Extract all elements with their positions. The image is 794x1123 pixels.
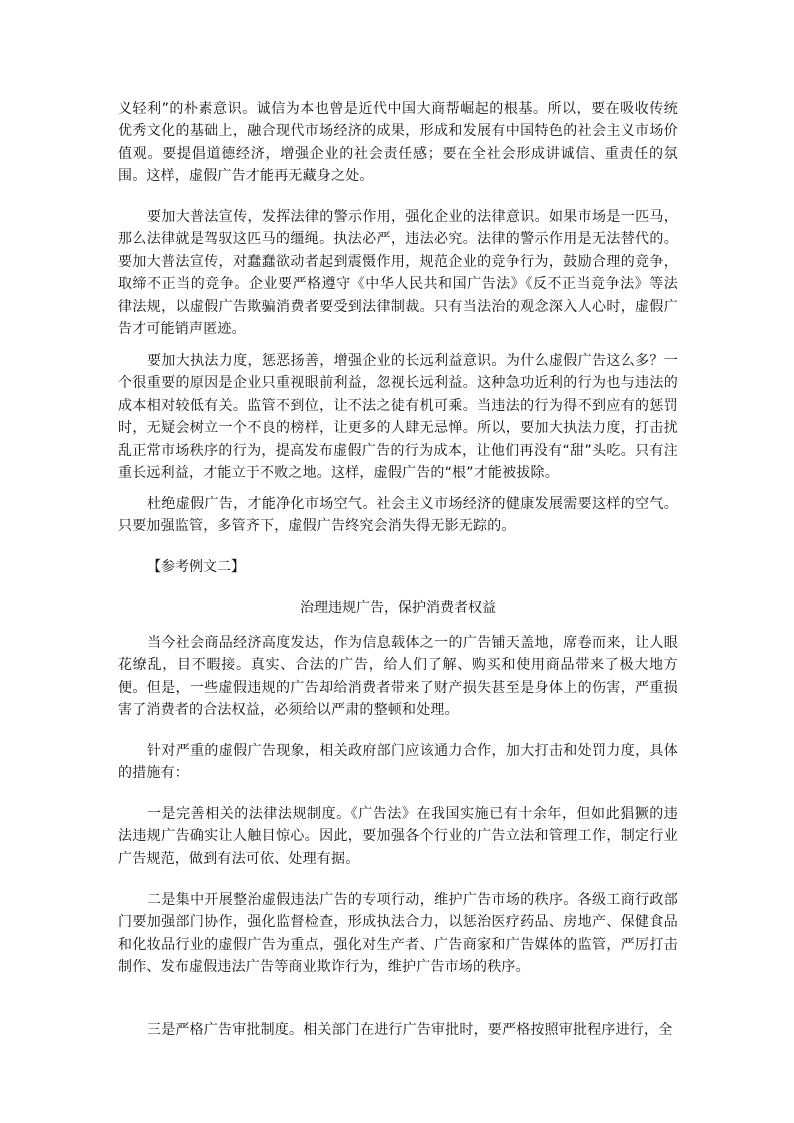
essay-paragraph-measures: 针对严重的虚假广告现象，相关政府部门应该通力合作，加大打击和处罚力度，具体的措施有： (118, 743, 678, 782)
essay-paragraph-intro: 当今社会商品经济高度发达，作为信息载体之一的广告铺天盖地，席卷而来，让人眼花缭乱，目不暇接。真实、合法的广告，给人们了解、购买和使用商品带来了极大地方便。但是，一些虚假违规的广告却给消费者带来了财产损失甚至是身体上的伤害，严重损害了消费者的合法权益，必须给以严肃的整顿和处理。 (118, 635, 678, 719)
essay-paragraph-measure-two: 二是集中开展整治虚假违法广告的专项行动，维护广告市场的秩序。各级工商行政部门要加强部门协作，强化监督检查，形成执法合力，以惩治医疗药品、房地产、保健食品和化妆品行业的虚假广告为重点，强化对生产者、广告商家和广告媒体的监管，严厉打击制作、发布虚假违法广告等商业欺诈行为，维护广告市场的秩序。 (118, 892, 678, 976)
paragraph-continuation: 义轻利”的朴素意识。诚信为本也曾是近代中国大商帮崛起的根基。所以，要在吸收传统优秀文化的基础上，融合现代市场经济的成果，形成和发展有中国特色的社会主义市场价值观。要提倡道德经济，增强企业的社会责任感；要在全社会形成讲诚信、重责任的氛围。这样，虚假广告才能再无藏身之处。 (118, 101, 678, 185)
essay-title: 治理违规广告，保护消费者权益 (300, 600, 496, 616)
paragraph-law-enforcement: 要加大执法力度，惩恶扬善，增强企业的长远利益意识。为什么虚假广告这么多？一个很重要的原因是企业只重视眼前利益，忽视长远利益。这种急功近利的行为也与违法的成本相对较低有关。监管不到位，让不法之徒有机可乘。当违法的行为得不到应有的惩罚时，无疑会树立一个不良的榜样，让更多的人肆无忌惮。所以，要加大执法力度，打击扰乱正常市场秩序的行为，提高发布虚假广告的行为成本，让他们再没有“甜”头吃。只有注重长远利益，才能立于不败之地。这样，虚假广告的“根”才能被拔除。 (118, 353, 678, 482)
essay-paragraph-measure-three: 三是严格广告审批制度。相关部门在进行广告审批时，要严格按照审批程序进行，全 (147, 1022, 673, 1038)
paragraph-conclusion: 杜绝虚假广告，才能净化市场空气。社会主义市场经济的健康发展需要这样的空气。只要加强监管，多管齐下，虚假广告终究会消失得无影无踪的。 (118, 496, 678, 535)
section-heading: 【参考例文二】 (147, 559, 245, 575)
essay-paragraph-measure-one: 一是完善相关的法律法规制度。《广告法》在我国实施已有十余年，但如此猖獗的违法违规广告确实让人触目惊心。因此，要加强各个行业的广告立法和管理工作，制定行业广告规范，做到有法可依、处理有据。 (118, 806, 678, 867)
paragraph-legal-publicity: 要加大普法宣传，发挥法律的警示作用，强化企业的法律意识。如果市场是一匹马，那么法律就是驾驭这匹马的缰绳。执法必严，违法必究。法律的警示作用是无法替代的。要加大普法宣传，对蠢蠢欲动者起到震慑作用，规范企业的竞争行为，鼓励合理的竞争，取缔不正当的竞争。企业要严格遵守《中华人民共和国广告法》《反不正当竞争法》等法律法规，以虚假广告欺骗消费者要受到法律制裁。只有当法治的观念深入人心时，虚假广告才可能销声匿迹。 (118, 209, 678, 338)
